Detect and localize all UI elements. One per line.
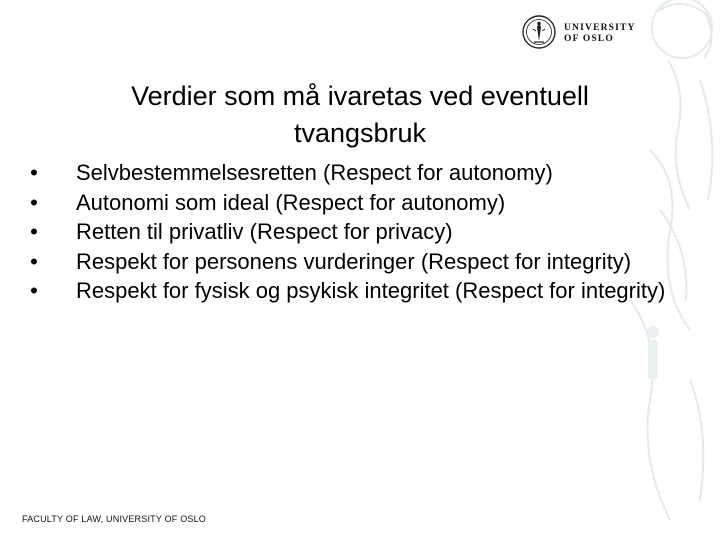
bullet-item bbox=[24, 278, 694, 305]
bullet-marker: • bbox=[30, 248, 38, 274]
bullet-text: Autonomi som ideal (Respect for autonomy) bbox=[76, 189, 506, 215]
bullet-item bbox=[24, 219, 694, 246]
bullet-list bbox=[24, 160, 694, 308]
bullet-item bbox=[24, 160, 694, 187]
bullet-item bbox=[24, 249, 694, 276]
bullet-marker: • bbox=[30, 189, 38, 215]
bullet-marker: • bbox=[30, 278, 38, 303]
title-line-1: Verdier som må ivaretas ved eventuell bbox=[131, 81, 589, 111]
university-logo bbox=[522, 15, 636, 51]
bullet-text: Selvbestemmelsesretten (Respect for autonomy) bbox=[76, 160, 553, 185]
university-seal-icon bbox=[522, 15, 556, 49]
bullet-text: Respekt for personens vurderinger (Respect for integrity) bbox=[76, 248, 632, 274]
bullet-text: Respekt for fysisk og psykisk integritet (Respect for integrity) bbox=[76, 278, 666, 303]
bullet-marker: • bbox=[30, 160, 38, 185]
slide-title bbox=[40, 78, 680, 152]
title-line-2: tvangsbruk bbox=[293, 118, 427, 148]
bullet-marker: • bbox=[30, 219, 38, 244]
logo-line-2: OF OSLO bbox=[564, 34, 615, 44]
slide-footer: FACULTY OF LAW, UNIVERSITY OF OSLO bbox=[22, 514, 207, 524]
bullet-item bbox=[24, 190, 694, 217]
bullet-text: Retten til privatliv (Respect for privacy) bbox=[76, 219, 453, 244]
logo-line-1: UNIVERSITY bbox=[564, 23, 636, 33]
university-logo-text bbox=[564, 23, 636, 45]
